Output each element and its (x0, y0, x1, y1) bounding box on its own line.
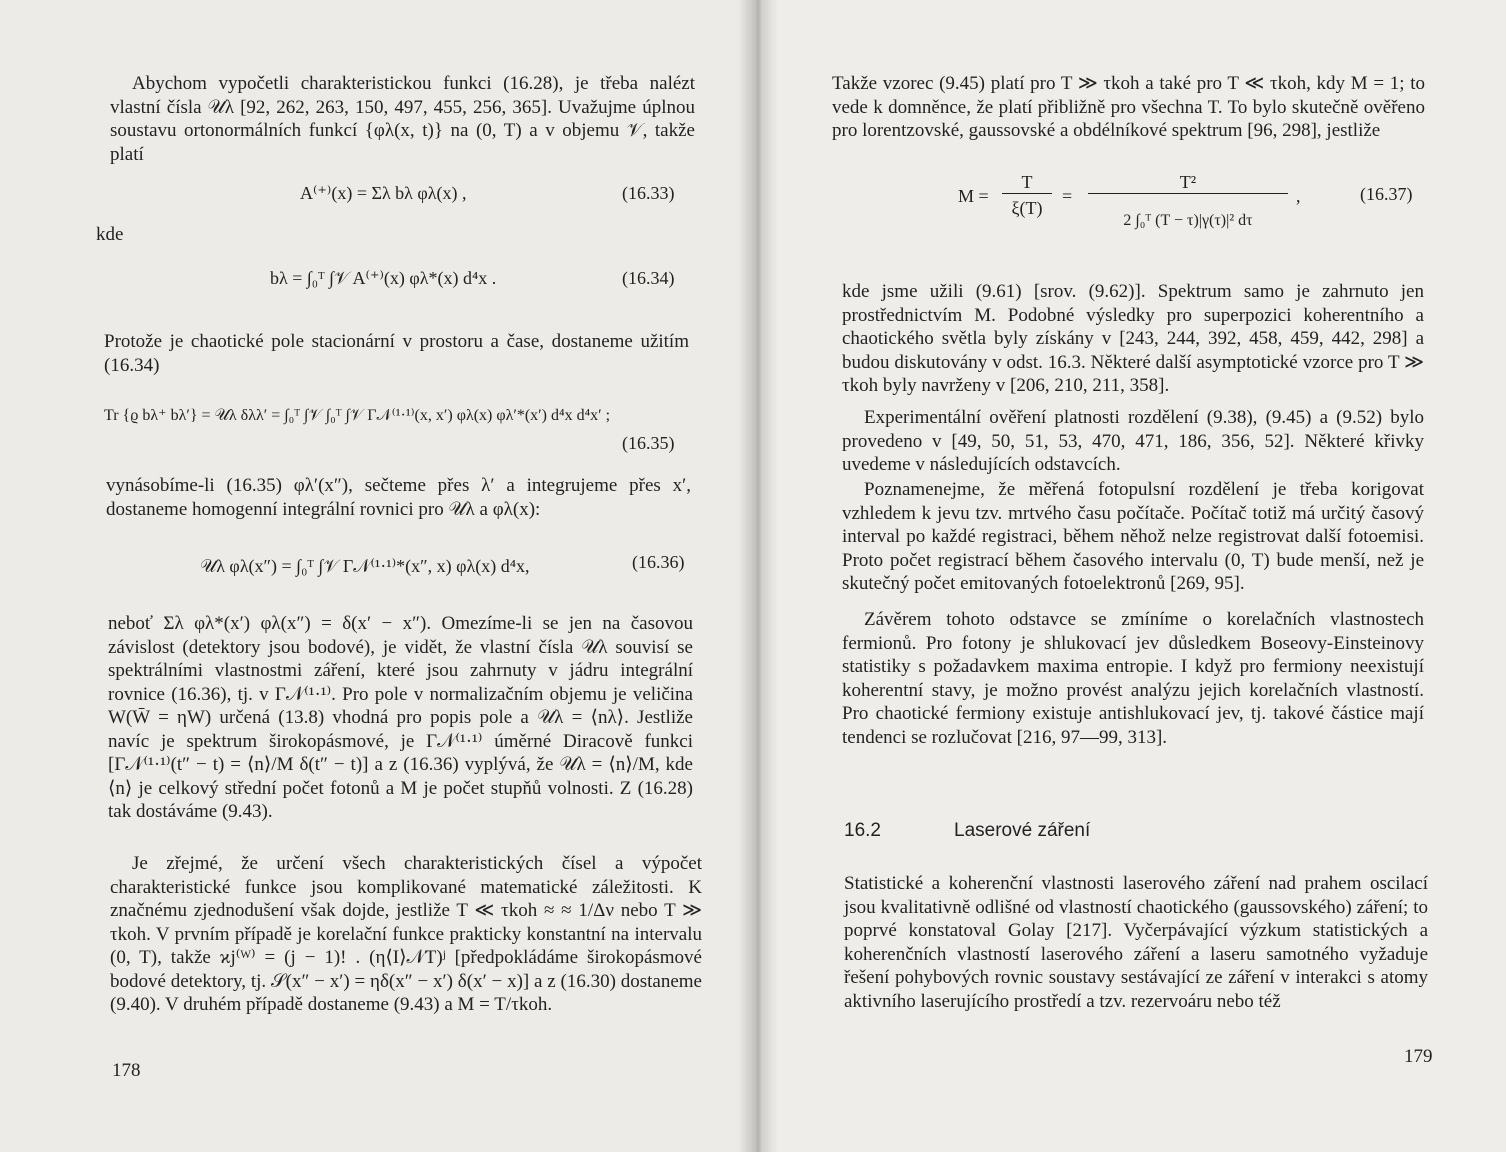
equation-16-37-frac1-denominator: ξ(T) (1011, 198, 1043, 218)
left-paragraph-2: Protože je chaotické pole stacionární v prostoru a čase, dostaneme užitím (16.34) (104, 331, 689, 376)
right-paragraph-1: Takže vzorec (9.45) platí pro T ≫ τkoh a také pro T ≪ τkoh, kdy M = 1; to vede k domněnce, že platí přibližně pro všechna T. To bylo skutečně ověřeno pro lorentzovské, gaussovské a obdélníkové spektrum [96, 298], jestliže (832, 73, 1425, 141)
right-paragraph-2: kde jsme užili (9.61) [srov. (9.62)]. Spektrum samo je zahrnuto jen prostřednictvím M. Podobné výsledky pro superpozici koherentního a chaotického světla byly získány v [243, 244, 392, 458, 459, 442, 298] a budou diskutovány v odst. 16.3. Některé další asymptotické vzorce pro T ≫ τkoh byly navrženy v [206, 210, 211, 358]. (842, 281, 1424, 396)
section-heading (844, 820, 1090, 842)
left-paragraph-1: Abychom vypočetli charakteristickou funkci (16.28), je třeba nalézt vlastní čísla 𝒰λ [92, 262, 263, 150, 497, 455, 256, 365]. Uvažujme úplnou soustavu ortonormálních funkcí {φλ(x, t)} na (0, T) a v objemu 𝒱, takže platí (110, 73, 695, 165)
equation-16-33: A⁽⁺⁾(x) = Σλ bλ φλ(x) , (300, 183, 467, 203)
equation-16-37-frac1-numerator: T (1002, 172, 1052, 194)
equation-16-37-equals: = (1062, 186, 1073, 206)
equation-16-37-lhs: M = (958, 186, 989, 206)
equation-16-37-comma: , (1296, 186, 1301, 206)
equation-16-37-frac2-denominator: 2 ∫₀ᵀ (T − τ)|γ(τ)|² dτ (1123, 212, 1253, 229)
right-paragraph-4: Poznamenejme, že měřená fotopulsní rozdělení je třeba korigovat vzhledem k jevu tzv. mrtvého času počítače. Počítač totiž má určitý časový interval po každé registraci, během něhož nelze registrovat další fotoemisi. Proto počet registrací během časového intervalu (0, T) bude menší, než je skutečný počet emitovaných fotoelektronů [269, 95]. (842, 479, 1424, 594)
right-paragraph-6: Statistické a koherenční vlastnosti laserového záření nad prahem oscilací jsou kvalitativně odlišné od vlastností chaotického (gaussovského) záření; to poprvé konstatoval Golay [217]. Vyčerpávající výzkum statistických a koherenčních vlastností laserového záření a laseru samotného vyžaduje řešení pohybových rovnic soustavy sestávající ze záření v interakci s atomy aktivního laserujícího prostředí a tzv. rezervoáru nebo též (844, 873, 1428, 1012)
left-paragraph-4: neboť Σλ φλ*(x′) φλ(x″) = δ(x′ − x″). Omezíme-li se jen na časovou závislost (detektory jsou bodové), je vidět, že vlastní čísla 𝒰λ souvisí se spektrálními vlastnostmi záření, které jsou zahrnuty v jádru integrální rovnice (16.36), tj. v Γ𝒩⁽¹·¹⁾. Pro pole v normalizačním objemu je veličina W(W̄ = ηW) určená (13.8) vhodná pro popis pole a 𝒰λ = ⟨nλ⟩. Jestliže navíc je spektrum širokopásmové, je Γ𝒩⁽¹·¹⁾ úměrné Diracově funkci [Γ𝒩⁽¹·¹⁾(t″ − t) = ⟨n⟩/M δ(t″ − t)] a z (16.36) vyplývá, že 𝒰λ = ⟨n⟩/M, kde ⟨n⟩ je celkový střední počet fotonů a M je počet stupňů volnosti. Z (16.28) tak dostáváme (9.43). (108, 613, 693, 822)
equation-number-16-35: (16.35) (622, 433, 675, 453)
right-page-number: 179 (1404, 1046, 1433, 1067)
kde-label: kde (96, 224, 124, 245)
section-number: 16.2 (844, 820, 881, 841)
equation-number-16-33: (16.33) (622, 183, 675, 203)
equation-16-35: Tr {ϱ bλ⁺ bλ′} = 𝒰λ δλλ′ = ∫₀ᵀ ∫𝒱 ∫₀ᵀ ∫𝒱 Γ𝒩⁽¹·¹⁾(x, x′) φλ(x) φλ′*(x′) d⁴x d⁴x′ ; (104, 407, 611, 424)
right-paragraph-3: Experimentální ověření platnosti rozdělení (9.38), (9.45) a (9.52) bylo provedeno v [49, 50, 51, 53, 470, 471, 186, 356, 52]. Některé křivky uvedeme v následujících odstavcích. (842, 407, 1424, 475)
equation-number-16-37: (16.37) (1360, 184, 1413, 204)
equation-16-36: 𝒰λ φλ(x″) = ∫₀ᵀ ∫𝒱 Γ𝒩⁽¹·¹⁾*(x″, x) φλ(x) d⁴x, (200, 556, 530, 576)
right-page (758, 0, 1506, 1152)
equation-number-16-36: (16.36) (632, 552, 685, 572)
equation-16-34: bλ = ∫₀ᵀ ∫𝒱 A⁽⁺⁾(x) φλ*(x) d⁴x . (270, 268, 497, 288)
right-paragraph-5: Závěrem tohoto odstavce se zmíníme o korelačních vlastnostech fermionů. Pro fotony je shlukovací jev důsledkem Boseovy-Einsteinovy statistiky s požadavkem maxima entropie. I když pro fermiony neexistují koherentní stavy, je možno provést analýzu jejich korelačních vlastností. Pro chaotické fermiony existuje antishlukovací jev, tj. takové částice mají tendenci se rozlučovat [216, 97—99, 313]. (842, 609, 1424, 748)
equation-number-16-34: (16.34) (622, 268, 675, 288)
section-title: Laserové záření (954, 820, 1091, 841)
equation-16-37-frac2-numerator: T² (1088, 172, 1288, 194)
left-page-number: 178 (112, 1060, 141, 1081)
left-paragraph-5: Je zřejmé, že určení všech charakteristických čísel a výpočet charakteristické funkce jsou komplikované matematické záležitosti. K značnému zjednodušení však dojde, jestliže T ≪ τkoh ≈ ≈ 1/Δν nebo T ≫ τkoh. V prvním případě je korelační funkce prakticky konstantní na intervalu (0, T), takže ϰj⁽ᵂ⁾ = (j − 1)! . (η⟨I⟩𝒩T)ʲ [předpokládáme širokopásmové bodové detektory, tj. 𝒮(x″ − x′) = ηδ(x″ − x′) δ(x′ − x)] a z (16.30) dostaneme (9.40). V druhém případě dostaneme (9.43) a M = T/τkoh. (110, 853, 702, 1015)
left-paragraph-3: vynásobíme-li (16.35) φλ′(x″), sečteme přes λ′ a integrujeme přes x′, dostaneme homogenní integrální rovnici pro 𝒰λ a φλ(x): (106, 475, 691, 520)
